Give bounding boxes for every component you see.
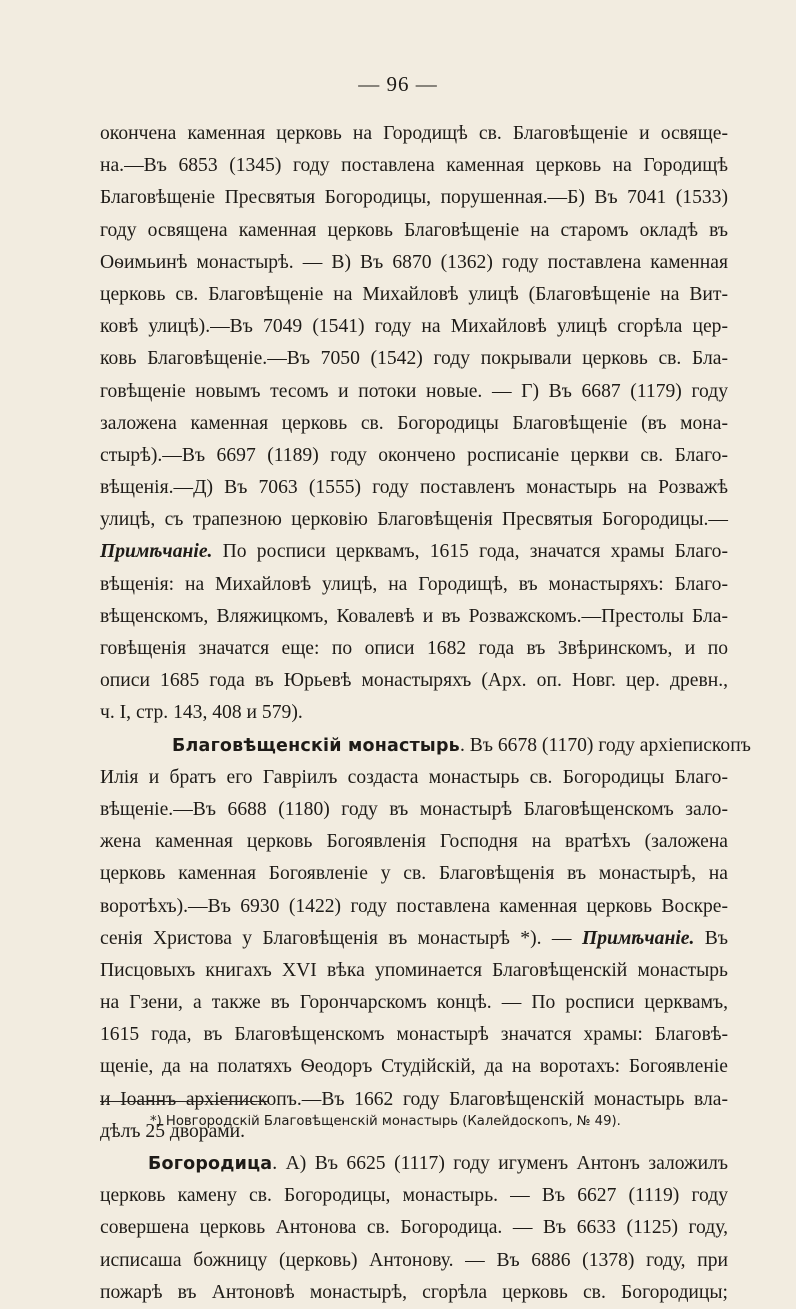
text-line: окончена каменная церковь на Городищѣ св. Благовѣщеніе и освяще-	[100, 123, 728, 144]
text-line: ковь Благовѣщеніе.—Въ 7050 (1542) году покрывали церковь св. Бла-	[100, 348, 728, 370]
text-line: Благовѣщеніе Пресвятыя Богородицы, порушенная.—Б) Въ 7041 (1533)	[100, 187, 728, 209]
text-line: 1615 года, въ Благовѣщенскомъ монастырѣ значатся храмы: Благовѣ-	[100, 1024, 728, 1046]
text-line: на Гзени, а также въ Горончарскомъ концѣ. — По росписи церквамъ,	[100, 992, 728, 1014]
footnote: *) Новгородскій Благовѣщенскій монастырь (Калейдоскопъ, № 49).	[150, 1114, 621, 1129]
text-line: году освящена каменная церковь Благовѣщеніе на старомъ окладѣ въ	[100, 219, 728, 241]
text-line: заложена каменная церковь св. Богородицы Благовѣщеніе (въ мона-	[100, 412, 728, 434]
section-heading: Благовѣщенскій монастырь	[172, 735, 460, 756]
note-text: По росписи церквамъ, 1615 года, значатся храмы Благо-	[212, 541, 728, 563]
text-line: церковь св. Благовѣщеніе на Михайловѣ улицѣ (Благовѣщеніе на Вит-	[100, 283, 728, 305]
text-line: дѣлъ 25 дворами.	[100, 1120, 246, 1142]
text-line: описи 1685 года въ Юрьевѣ монастыряхъ (Арх. оп. Новг. цер. древн.,	[100, 670, 728, 692]
text-line: ковѣ улицѣ).—Въ 7049 (1541) году на Михайловѣ улицѣ сгорѣла цер-	[100, 316, 728, 338]
text-line: на.—Въ 6853 (1345) году поставлена каменная церковь на Городищѣ	[100, 155, 728, 177]
text-line: воротѣхъ).—Въ 6930 (1422) году поставлена каменная церковь Воскре-	[100, 895, 728, 917]
note-label: Примѣчаніе.	[100, 541, 213, 563]
text-line: совершена церковь Антонова св. Богородица. — Въ 6633 (1125) году,	[100, 1217, 728, 1239]
footnote-divider	[100, 1101, 268, 1102]
text-line	[100, 536, 728, 568]
text-line: вѣщенскомъ, Вляжицкомъ, Ковалевѣ и въ Розважскомъ.—Престолы Бла-	[100, 605, 728, 627]
text-line: сенія Христова у Благовѣщенія въ монастырѣ *). — Примѣчаніе. Въ	[100, 927, 729, 949]
text-line: говѣщеніе новымъ тесомъ и потоки новые. — Г) Въ 6687 (1179) году	[100, 380, 728, 402]
body-text	[100, 118, 751, 1309]
section-heading: Богородица	[148, 1154, 273, 1174]
text-line: улицѣ, съ трапезною церковію Благовѣщенія Пресвятыя Богородицы.—	[100, 509, 728, 531]
text-line: жена каменная церковь Богоявленія Господня на вратѣхъ (заложена	[100, 831, 728, 853]
text-line: и Іоаннъ архіепископъ.—Въ 1662 году Благовѣщенскій монастырь вла-	[100, 1088, 728, 1110]
text-line: вѣщенія.—Д) Въ 7063 (1555) году поставленъ монастырь на Розважѣ	[100, 477, 728, 499]
text-line: щеніе, да на полатяхъ Ѳеодоръ Студійскій, да на воротахъ: Богоявленіе	[100, 1056, 728, 1078]
section-heading-line: Благовѣщенскій монастырь. Въ 6678 (1170) году архіепископъ	[172, 734, 751, 756]
text-line: вѣщеніе.—Въ 6688 (1180) году въ монастырѣ Благовѣщенскомъ зало-	[100, 798, 728, 820]
section-heading-line: Богородица. А) Въ 6625 (1117) году игуменъ Антонъ заложилъ	[148, 1153, 728, 1174]
text-line: исписаша божницу (церковь) Антонову. — Въ 6886 (1378) году, при	[100, 1249, 728, 1271]
text-line: говѣщенія значатся еще: по описи 1682 года въ Звѣринскомъ, и по	[100, 638, 728, 659]
text-line: церковь каменная Богоявленіе у св. Благовѣщенія въ монастырѣ, на	[100, 863, 728, 885]
text-line: пожарѣ въ Антоновѣ монастырѣ, сгорѣла церковь св. Богородицы;	[100, 1281, 728, 1303]
text-line: вѣщенія: на Михайловѣ улицѣ, на Городищѣ, въ монастыряхъ: Благо-	[100, 573, 728, 595]
text-line: церковь камену св. Богородицы, монастырь. — Въ 6627 (1119) году	[100, 1185, 728, 1207]
text-line: ч. I, стр. 143, 408 и 579).	[100, 702, 303, 724]
note-label: Примѣчаніе.	[581, 927, 695, 949]
text-line: Писцовыхъ книгахъ XVI вѣка упоминается Благовѣщенскій монастырь	[100, 959, 728, 981]
text-line: Оѳимьинѣ монастырѣ. — В) Въ 6870 (1362) году поставлена каменная	[100, 251, 728, 273]
page-number: — 96 —	[358, 72, 438, 96]
text-line: Илія и братъ его Гавріилъ создаста монастырь св. Богородицы Благо-	[100, 766, 728, 788]
text-line: стырѣ).—Въ 6697 (1189) году окончено росписаніе церкви св. Благо-	[100, 444, 728, 466]
